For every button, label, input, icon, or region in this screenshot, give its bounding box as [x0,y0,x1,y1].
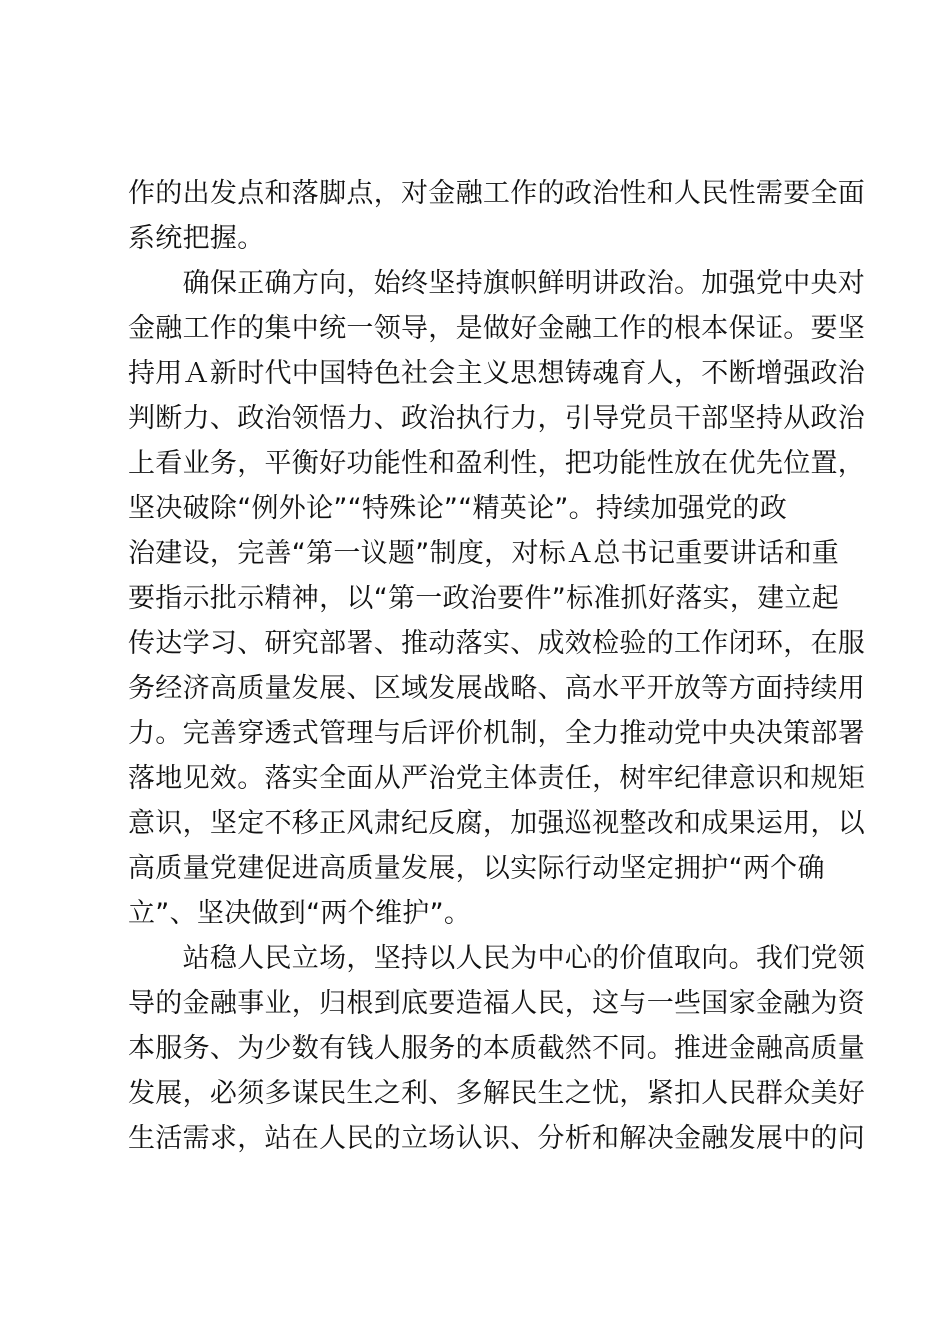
text-line: 上看业务，平衡好功能性和盈利性，把功能性放在优先位置， [128,448,866,479]
text-line: 本服务、为少数有钱人服务的本质截然不同。推进金融高质量 [128,1033,866,1064]
text-line: 系统把握。 [128,223,265,254]
text-line: 作的出发点和落脚点，对金融工作的政治性和人民性需要全面 [128,178,866,209]
text-line: 坚决破除“例外论”“特殊论”“精英论”。持续加强党的政 [128,493,788,524]
text-line: 持用Ａ新时代中国特色社会主义思想铸魂育人，不断增强政治 [128,358,866,389]
text-line: 传达学习、研究部署、推动落实、成效检验的工作闭环，在服 [128,628,866,659]
text-line: 意识，坚定不移正风肃纪反腐，加强巡视整改和成果运用，以 [128,808,866,839]
text-line: 发展，必须多谋民生之利、多解民生之忧，紧扣人民群众美好 [128,1078,866,1109]
paragraph-first-line: 站稳人民立场，坚持以人民为中心的价值取向。我们党领 [128,943,866,974]
paragraph-first-line: 确保正确方向，始终坚持旗帜鲜明讲政治。加强党中央对 [128,268,866,299]
text-line: 高质量党建促进高质量发展，以实际行动坚定拥护“两个确 [128,853,825,884]
text-line: 要指示批示精神，以“第一政治要件”标准抓好落实，建立起 [128,583,840,614]
text-line: 金融工作的集中统一领导，是做好金融工作的根本保证。要坚 [128,313,866,344]
text-line: 导的金融事业，归根到底要造福人民，这与一些国家金融为资 [128,988,866,1019]
text-line: 立”、坚决做到“两个维护”。 [128,898,472,929]
text-line: 务经济高质量发展、区域发展战略、高水平开放等方面持续用 [128,673,866,704]
text-line: 力。完善穿透式管理与后评价机制，全力推动党中央决策部署 [128,718,866,749]
text-line: 治建设，完善“第一议题”制度，对标Ａ总书记重要讲话和重 [128,538,840,569]
text-line: 生活需求，站在人民的立场认识、分析和解决金融发展中的问 [128,1123,866,1154]
text-line: 判断力、政治领悟力、政治执行力，引导党员干部坚持从政治 [128,403,866,434]
text-line: 落地见效。落实全面从严治党主体责任，树牢纪律意识和规矩 [128,763,866,794]
